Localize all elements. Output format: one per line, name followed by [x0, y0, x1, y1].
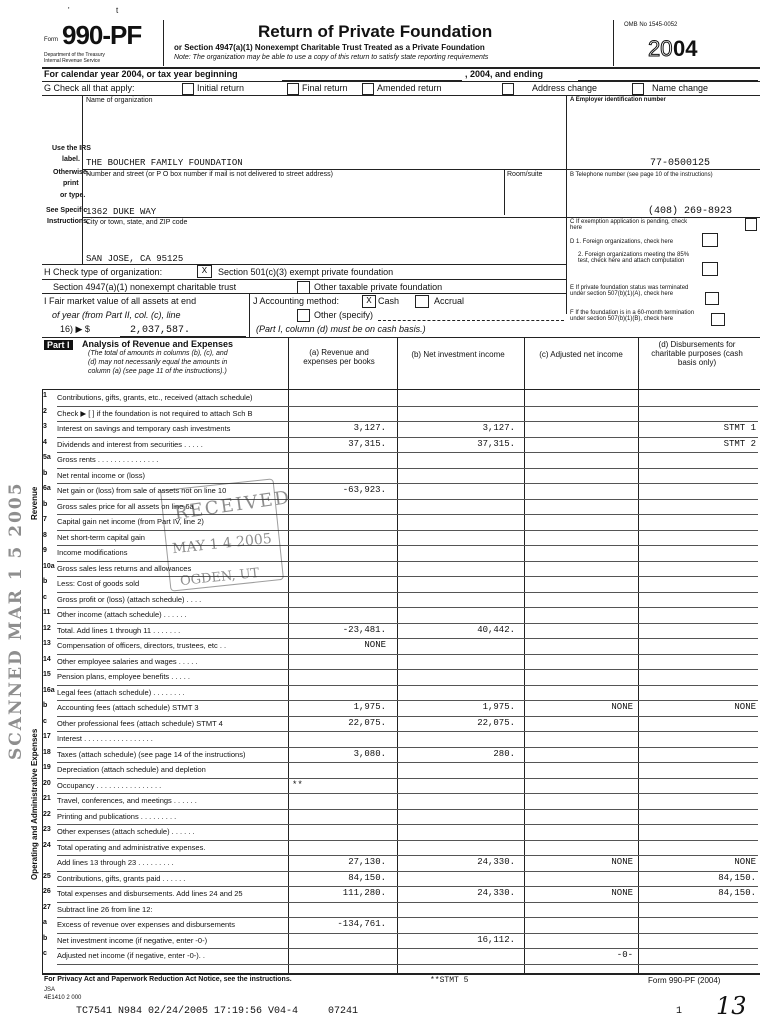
line-number: b [43, 702, 48, 709]
table-row [43, 670, 758, 683]
line-number: 27 [43, 903, 51, 911]
form-number: 990-PF [62, 20, 142, 50]
termination-60-label: F If the foundation is in a 60-month termination under section 507(b)(1)(B), check here [570, 310, 695, 322]
other-taxable-label: Other taxable private foundation [314, 282, 443, 292]
line-label: Interest . . . . . . . . . . . . . . . . . [57, 734, 153, 743]
line-label: Total operating and administrative expenses. [57, 842, 206, 852]
line-label: Income modifications [57, 548, 128, 557]
line-label: Accounting fees (attach schedule) STMT 3 [57, 703, 199, 712]
ogden-stamp: OGDEN, UT [179, 565, 260, 590]
col-b-value[interactable]: 22,075. [477, 717, 515, 728]
instructions-text: Instructions. [47, 218, 90, 225]
termination-60-checkbox[interactable] [711, 313, 725, 326]
table-row [43, 391, 758, 404]
table-row [43, 748, 758, 761]
received-stamp-border [160, 478, 284, 591]
row18-marker: ** [292, 780, 303, 790]
line-number: 9 [43, 547, 47, 554]
table-row [43, 608, 758, 621]
table-row [43, 763, 758, 776]
table-row [43, 918, 758, 931]
line-label: Taxes (attach schedule) (see page 14 of the instructions) [57, 749, 246, 759]
table-row [43, 500, 758, 513]
col-a-header: (a) Revenue and expenses per books [303, 348, 375, 366]
table-row [43, 686, 758, 699]
room-label: Room/suite [507, 171, 543, 178]
table-row [43, 655, 758, 668]
line-number: b [43, 500, 48, 508]
line-number: 17 [43, 733, 51, 740]
line-number: 6a [43, 485, 51, 492]
line-number: 10a [43, 562, 55, 570]
line-number: 14 [43, 655, 51, 663]
line-number: 15 [43, 671, 51, 678]
line-number: 7 [43, 516, 47, 523]
line-number: c [43, 593, 47, 601]
line-label: Compensation of officers, directors, trustees, etc . . [57, 641, 227, 650]
line-label: Printing and publications . . . . . . . . . [57, 811, 177, 821]
otherwise-text: Otherwise, [53, 169, 89, 176]
line-number: 19 [43, 764, 51, 771]
col-c-value[interactable]: NONE [611, 702, 633, 712]
col-a-value[interactable]: 22,075. [348, 717, 386, 728]
table-row [43, 453, 758, 466]
privacy-notice: For Privacy Act and Paperwork Reduction Act Notice, see the instructions. [44, 976, 292, 983]
col-b-value[interactable]: 1,975. [482, 702, 515, 712]
table-row [43, 407, 758, 420]
line-number: 11 [43, 609, 51, 616]
phone-value: (408) 269-8923 [648, 206, 733, 217]
col-a-value[interactable]: 3,080. [353, 748, 386, 759]
org-name: THE BOUCHER FAMILY FOUNDATION [86, 158, 243, 168]
calendar-year-mid: , 2004, and ending [465, 69, 544, 79]
line-label: Other expenses (attach schedule) . . . . . . [57, 827, 195, 836]
col-d-value[interactable]: 84,150. [718, 888, 756, 898]
table-row [43, 825, 758, 838]
jsa-label: JSA [44, 987, 56, 993]
line-label: Other employee salaries and wages . . . . . [57, 656, 198, 666]
table-row [43, 593, 758, 606]
table-row [43, 903, 758, 916]
form-title: Return of Private Foundation [258, 22, 493, 41]
address-change-checkbox[interactable] [502, 83, 514, 95]
line-label: Total expenses and disbursements. Add lines 24 and 25 [57, 889, 243, 898]
table-row [43, 422, 758, 435]
cash-label: Cash [378, 296, 400, 306]
line-number: a [43, 919, 47, 926]
line-number: 24 [43, 841, 51, 849]
line-number: 22 [43, 810, 51, 818]
page-number: 1 [676, 1006, 683, 1017]
footer-stmt5: **STMT 5 [430, 976, 469, 985]
line-number: 25 [43, 872, 51, 880]
col-b-value[interactable]: 3,127. [482, 423, 515, 433]
col-a-value[interactable]: NONE [364, 640, 386, 650]
org-name-label: Name of organization [86, 97, 153, 104]
line-number: b [43, 934, 48, 942]
status-terminated-checkbox[interactable] [705, 292, 719, 305]
line-label: Depreciation (attach schedule) and depletion [57, 765, 206, 774]
part1-tag: Part I [44, 340, 73, 350]
other-method-checkbox[interactable] [297, 309, 310, 322]
received-date-stamp: MAY 1 4 2005 [171, 530, 273, 558]
line-number: 13 [43, 640, 51, 647]
stray-mark: ' [68, 6, 70, 15]
street-label: Number and street (or P O box number if mail is not delivered to street address) [86, 171, 333, 178]
line-number: b [43, 469, 48, 477]
line-label: Interest on savings and temporary cash investments [57, 424, 231, 433]
irs-line: Internal Revenue Service [44, 58, 101, 64]
part1-title: Analysis of Revenue and Expenses [82, 339, 234, 349]
line-label: Occupancy . . . . . . . . . . . . . . . . [57, 780, 162, 790]
line-label: Travel, conferences, and meetings . . . . . . [57, 796, 197, 805]
table-row [43, 856, 758, 869]
section-4947-checkbox[interactable] [44, 281, 48, 291]
table-row [43, 577, 758, 590]
col-a-value[interactable]: 84,150. [348, 872, 386, 883]
table-row [43, 779, 758, 792]
part1-desc-3: column (a) (see page 11 of the instructions).) [88, 368, 227, 375]
line-number: c [43, 717, 47, 725]
line-label: Dividends and interest from securities . . . . . [57, 439, 203, 449]
handwritten-number: 13 [716, 992, 747, 1020]
col-b-value[interactable]: 24,330. [477, 857, 515, 867]
table-row [43, 732, 758, 745]
line-label: Other professional fees (attach schedule) STMT 4 [57, 718, 223, 728]
form-prefix: Form [44, 37, 58, 43]
col-a-value[interactable]: 37,315. [348, 438, 386, 449]
expenses-side-label: Operating and Administrative Expenses [30, 728, 39, 880]
line-number: 3 [43, 423, 47, 430]
line-label: Adjusted net income (if negative, enter -0-). . [57, 951, 205, 960]
line-label: Less: Cost of goods sold [57, 579, 140, 588]
ein-value: 77-0500125 [650, 158, 711, 169]
part1-desc-2: (d) may not necessarily equal the amounts in [88, 359, 228, 366]
col-a-value[interactable]: -23,481. [342, 624, 386, 635]
exemption-pending-label: C If exemption application is pending, check here [570, 219, 688, 231]
accounting-method-label: J Accounting method: [253, 296, 340, 306]
table-row [43, 562, 758, 575]
see-specific-text: See Specific [46, 207, 88, 214]
col-d-value[interactable]: STMT 1 [723, 423, 756, 433]
line-number: b [43, 578, 48, 585]
line-number: 4 [43, 438, 47, 446]
line-number: 5a [43, 454, 51, 461]
col-d-value[interactable]: STMT 2 [723, 438, 756, 449]
omb-number: OMB No 1545-0052 [624, 22, 678, 28]
section-4947-label: Section 4947(a)(1) nonexempt charitable trust [53, 282, 237, 292]
cash-checkbox[interactable]: X [362, 295, 376, 308]
line-label: Net investment income (if negative, enter -0-) [57, 935, 208, 945]
table-row [43, 717, 758, 730]
table-row [43, 515, 758, 528]
col-b-value[interactable]: 24,330. [477, 888, 515, 898]
accrual-checkbox[interactable] [415, 295, 429, 308]
table-row [43, 484, 758, 497]
line-label: Legal fees (attach schedule) . . . . . . . . [57, 687, 185, 697]
table-row [43, 934, 758, 947]
fmv-label-3: 16) ▶ $ [60, 324, 90, 334]
line-number: 12 [43, 624, 51, 632]
line-label: Contributions, gifts, grants, etc., received (attach schedule) [57, 393, 253, 402]
jsa-code: 4E1410 2 000 [44, 995, 82, 1001]
line-number: c [43, 950, 47, 957]
col-d-value[interactable]: NONE [734, 702, 756, 712]
table-row [43, 872, 758, 885]
table-row [43, 546, 758, 559]
line-label: Gross profit or (loss) (attach schedule) . . . . [57, 594, 202, 604]
section-501c3-checkbox[interactable]: X [197, 265, 212, 278]
initial-return-checkbox[interactable] [182, 83, 194, 95]
org-type-label: H Check type of organization: [44, 267, 163, 277]
line-label: Gross sales less returns and allowances [57, 563, 192, 573]
table-row [43, 887, 758, 900]
city-state-zip: SAN JOSE, CA 95125 [86, 254, 184, 264]
accrual-label: Accrual [434, 296, 465, 306]
fmv-label-2: of year (from Part II, col. (c), line [52, 310, 181, 320]
line-label: Total. Add lines 1 through 11 . . . . . . . [57, 625, 181, 635]
row-divider [57, 964, 758, 965]
final-return-checkbox[interactable] [287, 83, 299, 95]
amended-return-checkbox[interactable] [362, 83, 374, 95]
line-number: 20 [43, 779, 51, 787]
fmv-label-1: I Fair market value of all assets at end [44, 296, 197, 306]
col-c-header: (c) Adjusted net income [539, 350, 623, 359]
line-label: Check ▶ [ ] if the foundation is not required to attach Sch B [57, 408, 253, 418]
phone-label: B Telephone number (see page 10 of the instructions) [570, 172, 713, 178]
col-c-value[interactable]: NONE [611, 888, 633, 898]
line-number: 21 [43, 795, 51, 802]
tracking-line: TC7541 N984 02/24/2005 17:19:56 V04-4 07241 [76, 1006, 359, 1017]
line-number: 23 [43, 826, 51, 833]
col-b-value[interactable]: 37,315. [477, 438, 515, 449]
final-return-label: Final return [302, 83, 348, 93]
line-label: Subtract line 26 from line 12: [57, 904, 153, 914]
scanned-stamp: SCANNED MAR 1 5 2005 [6, 481, 26, 760]
city-label: City or town, state, and ZIP code [86, 219, 188, 226]
table-row [43, 639, 758, 652]
line-label: Net short-term capital gain [57, 532, 145, 542]
foreign-85-label: 2. Foreign organizations meeting the 85% test, check here and attach computation [578, 252, 690, 264]
amended-return-label: Amended return [377, 83, 442, 93]
line-number: 18 [43, 748, 51, 756]
col-a-value[interactable]: -63,923. [342, 485, 386, 495]
ein-label: A Employer identification number [570, 97, 666, 103]
table-row [43, 810, 758, 823]
revenue-side-label: Revenue [30, 486, 39, 520]
line-number: 16a [43, 686, 55, 694]
col-b-value[interactable]: 16,112. [477, 934, 515, 945]
table-row [43, 701, 758, 714]
tax-year-outline: 20 [648, 36, 673, 61]
street-address: 1362 DUKE WAY [86, 207, 157, 217]
line-label: Net rental income or (loss) [57, 470, 145, 480]
table-row [43, 531, 758, 544]
tax-year: 04 [673, 36, 698, 61]
line-number: 2 [43, 407, 47, 415]
col-c-value[interactable]: NONE [611, 857, 633, 867]
table-row [43, 949, 758, 962]
col-a-value[interactable]: 27,130. [348, 857, 386, 867]
part1-desc-1: (The total of amounts in columns (b), (c), and [88, 350, 228, 357]
col-d-value[interactable]: NONE [734, 857, 756, 867]
line-label: Excess of revenue over expenses and disbursements [57, 920, 236, 929]
line-label: Pension plans, employee benefits . . . . . [57, 672, 190, 681]
foreign-org-checkbox[interactable] [702, 233, 718, 247]
col-d-header: (d) Disbursements for charitable purposes (cash basis only) [651, 340, 743, 367]
status-terminated-label: E If private foundation status was terminated under section 507(b)(1)(A), check here [570, 285, 689, 297]
print-text: print [63, 180, 79, 187]
fmv-value: 2,037,587. [130, 325, 191, 336]
section-501c3-label: Section 501(c)(3) exempt private foundation [218, 267, 394, 277]
line-label: Gross sales price for all assets on line 6a [57, 501, 194, 511]
line-label: Gross rents . . . . . . . . . . . . . . . [57, 455, 159, 464]
table-row [43, 469, 758, 482]
received-stamp: RECEIVED [173, 486, 293, 525]
other-method-label: Other (specify) [314, 310, 374, 320]
line-label: Add lines 13 through 23 . . . . . . . . . [57, 858, 174, 867]
col-a-value[interactable]: 111,280. [342, 888, 386, 898]
label-text: label. [62, 156, 80, 163]
table-row [43, 624, 758, 637]
name-change-label: Name change [652, 83, 709, 93]
use-irs-label: Use the IRS [52, 145, 91, 152]
col-c-value[interactable]: -0- [616, 950, 633, 960]
address-change-label: Address change [532, 83, 598, 93]
line-label: Contributions, gifts, grants paid . . . . . . [57, 873, 186, 883]
check-all-label: G Check all that apply: [44, 83, 135, 93]
form-note: Note: The organization may be able to use a copy of this return to satisfy state reporting requirements [174, 54, 489, 61]
line-label: Other income (attach schedule) . . . . . . [57, 610, 187, 619]
table-row [43, 438, 758, 451]
line-number: 1 [43, 392, 47, 399]
line-number: 26 [43, 888, 51, 895]
footer-form-name: Form 990-PF (2004) [648, 976, 721, 985]
or-type-text: or type. [60, 192, 86, 199]
col-b-header: (b) Net investment income [411, 350, 505, 359]
cash-basis-note: (Part I, column (d) must be on cash basis.) [256, 324, 426, 334]
name-change-checkbox[interactable] [632, 83, 644, 95]
stray-mark: t [116, 6, 119, 15]
foreign-org-label: D 1. Foreign organizations, check here [570, 239, 674, 245]
calendar-year-label: For calendar year 2004, or tax year beginning [44, 69, 238, 79]
initial-return-label: Initial return [197, 83, 245, 93]
exemption-pending-checkbox[interactable] [745, 218, 757, 231]
line-label: Net gain or (loss) from sale of assets not on line 10 [57, 486, 227, 495]
col-b-value[interactable]: 280. [493, 748, 515, 759]
table-row [43, 841, 758, 854]
foreign-85-checkbox[interactable] [702, 262, 718, 276]
col-a-value[interactable]: -134,761. [337, 919, 386, 929]
col-a-value[interactable]: 1,975. [353, 702, 386, 712]
line-number: 8 [43, 531, 47, 539]
col-b-value[interactable]: 40,442. [477, 624, 515, 635]
col-d-value[interactable]: 84,150. [718, 872, 756, 883]
line-label: Capital gain net income (from Part IV, line 2) [57, 517, 204, 526]
dept-line: Department of the Treasury [44, 52, 105, 58]
form-subtitle: or Section 4947(a)(1) Nonexempt Charitable Trust Treated as a Private Foundation [174, 43, 485, 52]
col-a-value[interactable]: 3,127. [353, 423, 386, 433]
table-row [43, 794, 758, 807]
